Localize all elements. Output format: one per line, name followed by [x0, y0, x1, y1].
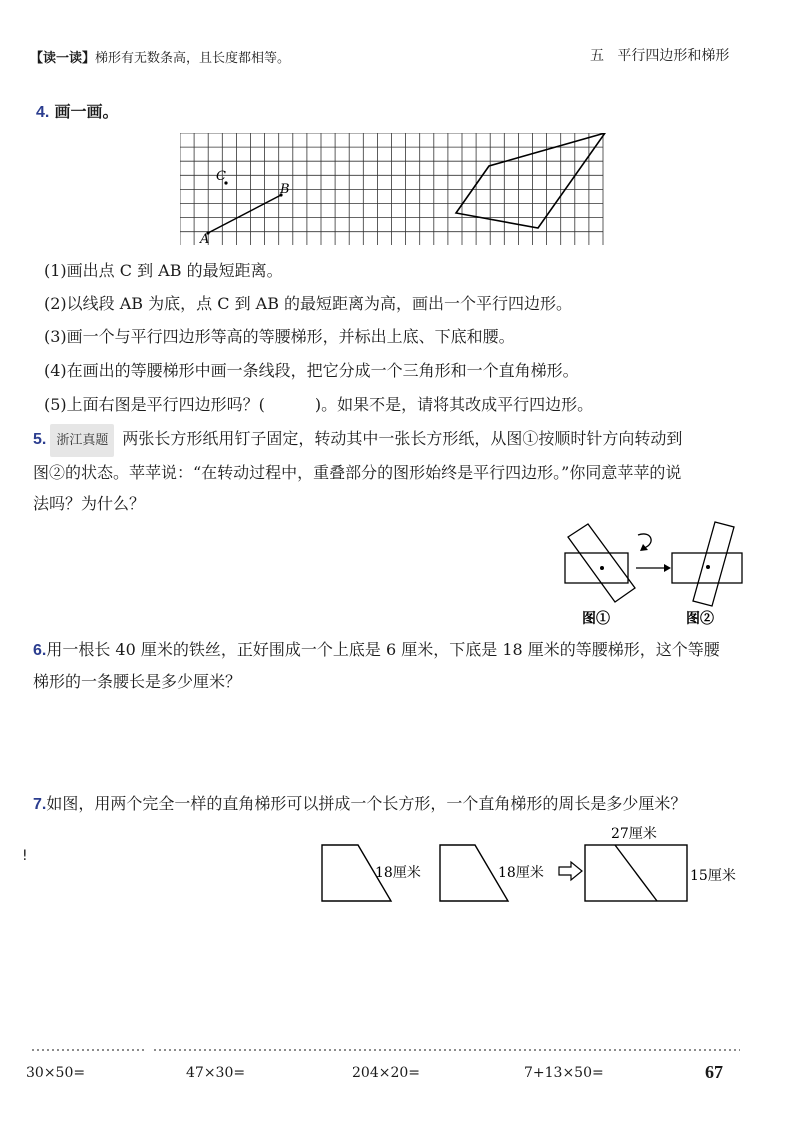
q4-item-5: [44, 392, 593, 415]
figure-2: [672, 522, 742, 606]
figure-1: [565, 524, 651, 602]
q7-block: [33, 788, 783, 820]
q5-number: 5.: [33, 431, 47, 448]
q6-number: 6.: [33, 642, 47, 659]
q4-number: 4.: [36, 104, 50, 121]
q6-text-1: 用一根长 40 厘米的铁丝，正好围成一个上底是 6 厘米，下底是 18 厘米的等腰梯形，这个等腰: [46, 640, 720, 659]
transition-arrow-icon: [636, 564, 671, 572]
segment-ab: [208, 195, 281, 233]
chapter-title: 五 平行四边形和梯形: [590, 48, 730, 64]
q4-item-5-suffix: )。如果不是，请将其改成平行四边形。: [314, 395, 594, 414]
footer-exercise-2: 47×30=: [186, 1065, 246, 1081]
q5-line-2: 图②的状态。苹苹说：“在转动过程中，重叠部分的图形始终是平行四边形。”你同意苹苹的说: [33, 463, 682, 482]
q6-line-1: [33, 634, 783, 666]
q7-text: 如图，用两个完全一样的直角梯形可以拼成一个长方形，一个直角梯形的周长是多少厘米？: [46, 794, 687, 813]
fig1-label: 图①: [582, 611, 610, 627]
reading-tip-text: 梯形有无数条高，且长度都相等。: [95, 51, 291, 66]
fig2-label: 图②: [686, 611, 714, 627]
point-b-label: B: [280, 182, 290, 197]
q5-rotation-figure: [560, 520, 760, 630]
footer-exercise-4: 7+13×50=: [524, 1065, 604, 1081]
q4-item-4: (4)在画出的等腰梯形中画一条线段，把它分成一个三角形和一个直角梯形。: [44, 361, 579, 380]
q6-line-2: 梯形的一条腰长是多少厘米？: [33, 672, 242, 691]
rectangle-side-label: 15厘米: [690, 868, 736, 884]
q7-trapezoid-figure: [315, 822, 755, 912]
trapezoid-2-height-label: 18厘米: [498, 865, 544, 881]
point-c-label: C: [216, 169, 226, 184]
combine-arrow-icon: [559, 862, 582, 880]
footer-exercise-3: 204×20=: [352, 1065, 420, 1081]
q4-grid-figure: [180, 133, 610, 245]
reading-tip: [30, 47, 290, 66]
footer-dotted-divider: [32, 1048, 740, 1052]
q5-block: [33, 423, 773, 519]
reading-tip-label: 【读一读】: [30, 51, 96, 66]
trapezoid-1-height-label: 18厘米: [375, 865, 421, 881]
q5-line-3: 法吗？为什么？: [33, 494, 146, 513]
q5-text-1: 两张长方形纸用钉子固定，转动其中一张长方形纸，从图①按顺时针方向转动到: [122, 429, 683, 448]
q5-source-tag: 浙江真题: [50, 424, 114, 457]
footer-exercise-1: 30×50=: [26, 1065, 86, 1081]
page-number: 67: [705, 1062, 723, 1082]
point-a-label: A: [200, 232, 210, 245]
q7-number: 7.: [33, 796, 47, 813]
q4-item-2: (2)以线段 AB 为底，点 C 到 AB 的最短距离为高，画出一个平行四边形。: [44, 294, 573, 313]
q4-item-5-prefix: (5)上面右图是平行四边形吗？(: [44, 395, 265, 414]
rectangle-diagonal-split: [615, 845, 657, 901]
margin-mark: !: [22, 848, 28, 864]
q5-line-1: [33, 423, 773, 457]
grid-lines: [180, 133, 603, 245]
q6-block: [33, 634, 783, 697]
q4-item-1: (1)画出点 C 到 AB 的最短距离。: [44, 261, 283, 280]
rectangle-top-label: 27厘米: [611, 826, 657, 842]
q4-heading: [36, 99, 118, 122]
q4-title: 画一画。: [54, 102, 119, 121]
q4-item-3: (3)画一个与平行四边形等高的等腰梯形，并标出上底、下底和腰。: [44, 327, 515, 346]
